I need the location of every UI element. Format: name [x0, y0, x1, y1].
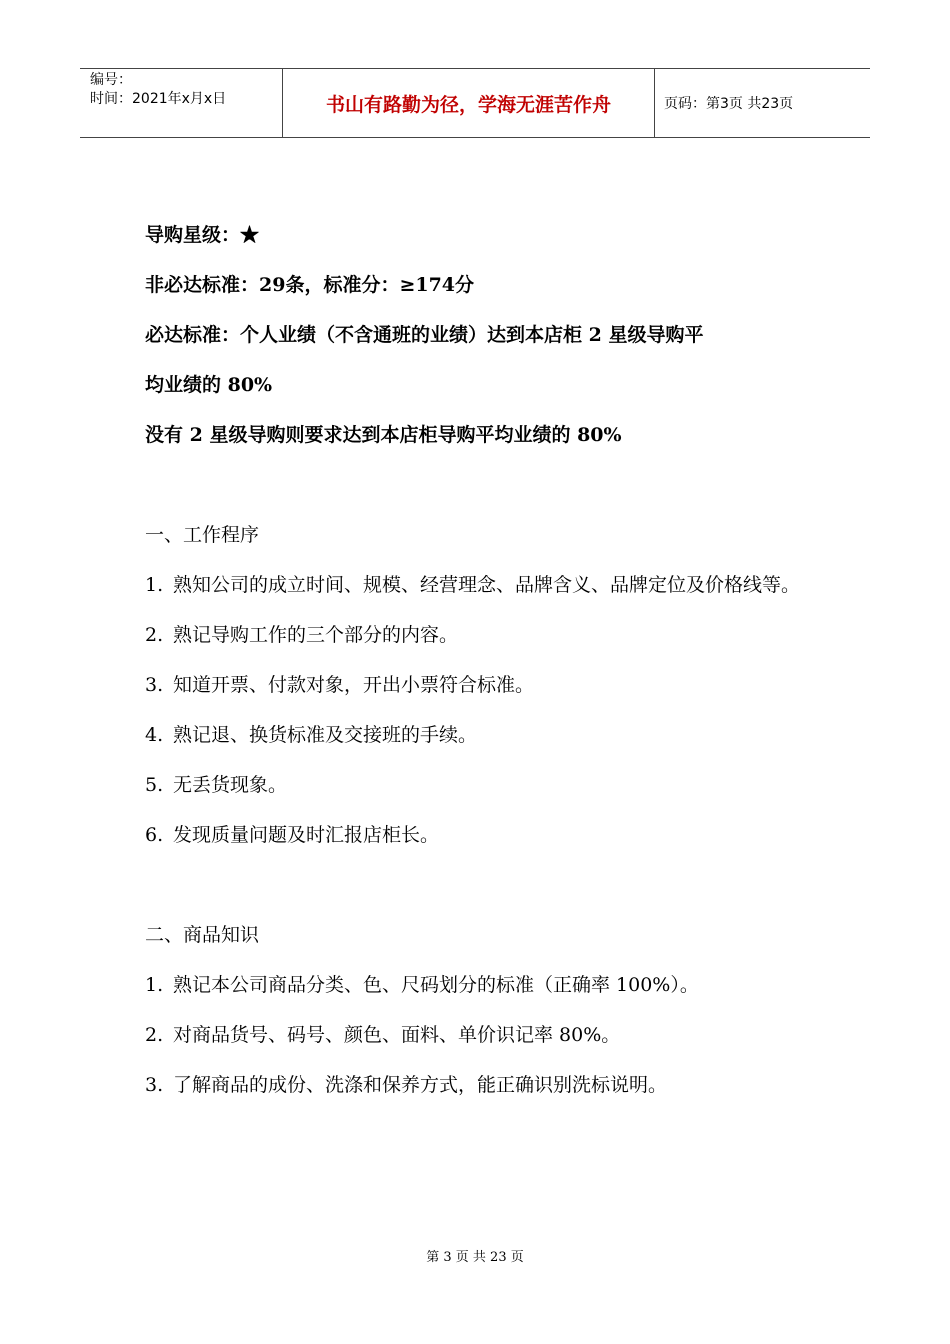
header-left-cell: [80, 69, 282, 137]
number-label: 编号：: [90, 72, 132, 88]
list-item: [145, 660, 825, 710]
list-item-number: 2.: [145, 1024, 164, 1046]
time-label: 时间：2021年x月x日: [90, 91, 227, 107]
list-item-number: 2.: [145, 624, 164, 646]
section2-list: [145, 960, 825, 1110]
list-item: [145, 810, 825, 860]
header-page-info: 页码：第3页 共23页: [664, 96, 794, 112]
list-item-text: 熟记本公司商品分类、色、尺码划分的标准（正确率 100%）。: [173, 974, 699, 996]
list-item: [145, 1060, 825, 1110]
list-item-number: 4.: [145, 724, 164, 746]
list-item-text: 知道开票、付款对象，开出小票符合标准。: [173, 674, 535, 696]
document-body: [145, 210, 825, 1110]
header-motto: 书山有路勤为径，学海无涯苦作舟: [282, 69, 655, 137]
list-item-text: 发现质量问题及时汇报店柜长。: [173, 824, 440, 846]
list-item-text: 熟记导购工作的三个部分的内容。: [173, 624, 459, 646]
required-standard-line1: 必达标准：个人业绩（不含通班的业绩）达到本店柜 2 星级导购平: [145, 324, 704, 346]
list-item-number: 5.: [145, 774, 164, 796]
required-standard-line3: 没有 2 星级导购则要求达到本店柜导购平均业绩的 80%: [145, 424, 622, 446]
list-item-number: 1.: [145, 574, 164, 596]
list-item: [145, 560, 825, 610]
list-item-text: 对商品货号、码号、颜色、面料、单价识记率 80%。: [173, 1024, 621, 1046]
list-item-text: 熟知公司的成立时间、规模、经营理念、品牌含义、品牌定位及价格线等。: [173, 574, 801, 596]
list-item-text: 了解商品的成份、洗涤和保养方式，能正确识别洗标说明。: [173, 1074, 668, 1096]
section2-title: 二、商品知识: [145, 924, 260, 946]
list-item-number: 6.: [145, 824, 164, 846]
list-item: [145, 760, 825, 810]
list-item: [145, 710, 825, 760]
list-item: [145, 610, 825, 660]
section1-list: [145, 560, 825, 860]
list-item: [145, 960, 825, 1010]
list-item-text: 熟记退、换货标准及交接班的手续。: [173, 724, 478, 746]
nonrequired-standard: 非必达标准：29条，标准分：≥174分: [145, 274, 475, 296]
list-item-number: 3.: [145, 674, 164, 696]
list-item-text: 无丢货现象。: [173, 774, 288, 796]
star-level: 导购星级：★: [145, 224, 260, 246]
list-item: [145, 1010, 825, 1060]
required-standard-line2: 均业绩的 80%: [145, 374, 273, 396]
section1-title: 一、工作程序: [145, 524, 260, 546]
list-item-number: 3.: [145, 1074, 164, 1096]
page-footer: 第 3 页 共 23 页: [426, 1250, 524, 1265]
page-header: [80, 68, 870, 138]
list-item-number: 1.: [145, 974, 164, 996]
